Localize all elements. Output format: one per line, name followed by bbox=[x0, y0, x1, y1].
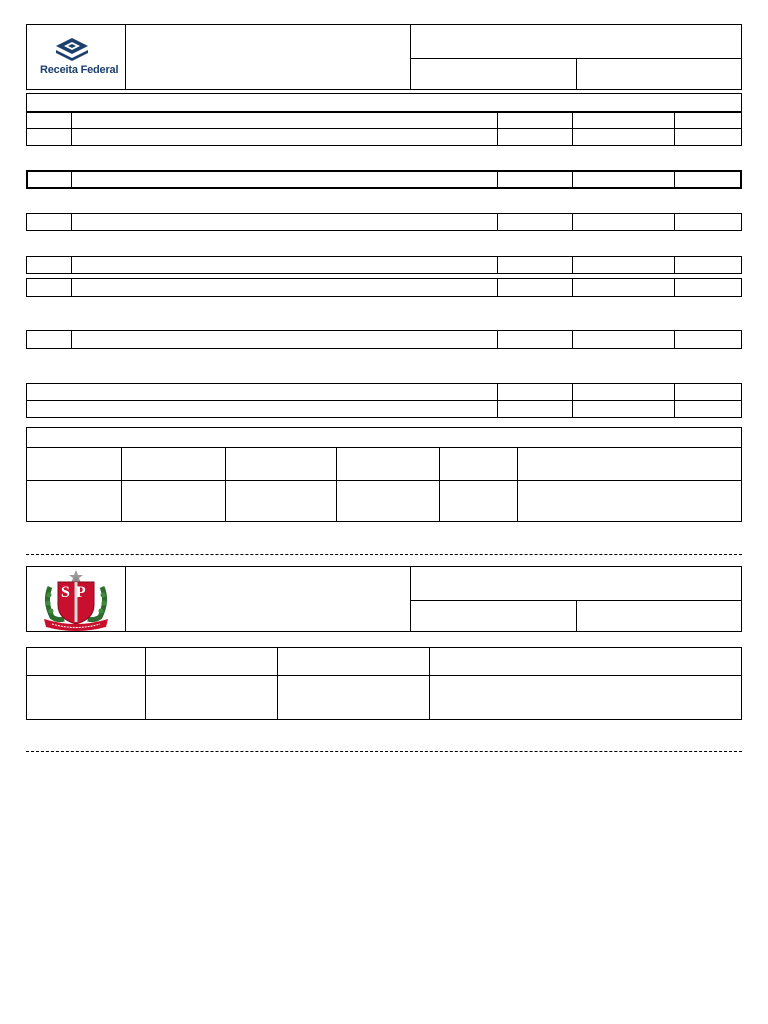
sp-header bbox=[26, 566, 742, 632]
form-row-6 bbox=[26, 330, 742, 349]
receita-federal-emblem-icon bbox=[54, 37, 90, 63]
authentication-block bbox=[26, 427, 742, 522]
cut-line-1 bbox=[26, 554, 742, 555]
form-row-group-1 bbox=[26, 112, 742, 146]
cut-line-2 bbox=[26, 751, 742, 752]
form-row-3 bbox=[26, 213, 742, 231]
form-row-2 bbox=[26, 170, 742, 189]
sp-data-block bbox=[26, 647, 742, 720]
form-row-4 bbox=[26, 256, 742, 274]
receita-federal-logo-text: Receita Federal bbox=[40, 64, 119, 76]
section-title-bar bbox=[26, 93, 742, 112]
sp-shield-letters: SP bbox=[61, 584, 92, 601]
form-row-5 bbox=[26, 278, 742, 297]
receita-header bbox=[26, 24, 742, 90]
